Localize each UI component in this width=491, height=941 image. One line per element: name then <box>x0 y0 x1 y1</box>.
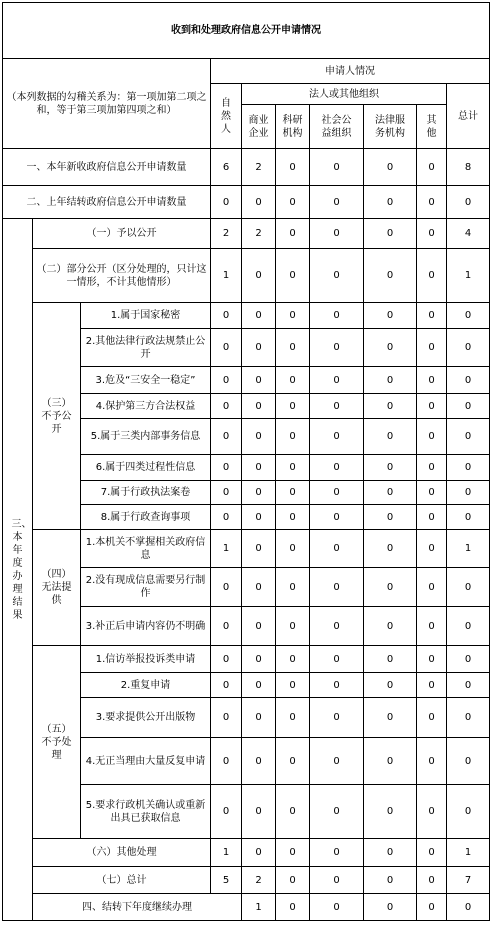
cell-value: 0 <box>417 329 447 367</box>
cell-value: 0 <box>417 894 447 921</box>
cell-value: 5 <box>211 867 242 894</box>
cell-value: 0 <box>364 249 417 303</box>
row-label: 5.要求行政机关确认或重新出具已获取信息 <box>81 785 211 839</box>
cell-value: 0 <box>242 530 276 568</box>
row-label: 2.其他法律行政法规禁止公开 <box>81 329 211 367</box>
cell-value: 0 <box>310 505 364 530</box>
cell-value: 0 <box>310 367 364 394</box>
cell-value: 0 <box>417 839 447 867</box>
cell-value: 0 <box>417 673 447 698</box>
cell-value: 0 <box>417 303 447 329</box>
cell-value: 0 <box>211 738 242 785</box>
cell-value: 0 <box>276 698 310 738</box>
legal-group-header: 法人或其他组织 <box>242 84 447 105</box>
row-label: 6.属于四类过程性信息 <box>81 455 211 481</box>
cell-value: 0 <box>276 894 310 921</box>
cell-value: 0 <box>310 673 364 698</box>
cell-value: 0 <box>447 186 490 219</box>
cell-value: 0 <box>211 785 242 839</box>
cell-value: 0 <box>364 698 417 738</box>
row-label: 2.没有现成信息需要另行制作 <box>81 568 211 607</box>
cell-value: 0 <box>276 646 310 673</box>
cell-value: 0 <box>310 149 364 186</box>
cell-value: 0 <box>417 698 447 738</box>
row-label: （二）部分公开（区分处理的，只计这一情形，不计其他情形） <box>33 249 211 303</box>
cell-value: 0 <box>447 607 490 646</box>
cell-value: 0 <box>364 455 417 481</box>
cell-value: 1 <box>447 530 490 568</box>
cell-value: 2 <box>211 219 242 249</box>
cell-value: 0 <box>310 249 364 303</box>
cell-value: 0 <box>211 673 242 698</box>
row-label: 2.重复申请 <box>81 673 211 698</box>
cell-value: 0 <box>276 219 310 249</box>
cell-value: 0 <box>364 785 417 839</box>
cell-value: 0 <box>211 419 242 455</box>
cell-value: 0 <box>310 785 364 839</box>
cell-value: 0 <box>364 839 417 867</box>
row-label: 3.要求提供公开出版物 <box>81 698 211 738</box>
cell-value: 0 <box>364 530 417 568</box>
cell-value: 0 <box>447 894 490 921</box>
cell-value: 2 <box>242 149 276 186</box>
cell-value: 0 <box>276 481 310 505</box>
cell-value: 0 <box>364 367 417 394</box>
cell-value: 0 <box>211 394 242 419</box>
cell-value: 0 <box>310 530 364 568</box>
cell-value: 0 <box>310 698 364 738</box>
row-label: 4.无正当理由大量反复申请 <box>81 738 211 785</box>
cell-value: 0 <box>310 303 364 329</box>
cell-value: 0 <box>242 419 276 455</box>
cell-value: 0 <box>447 646 490 673</box>
total-header: 总计 <box>447 84 490 149</box>
cell-value: 0 <box>364 505 417 530</box>
cell-value: 0 <box>276 568 310 607</box>
row-label: （六）其他处理 <box>33 839 211 867</box>
cell-value: 0 <box>310 738 364 785</box>
cell-value: 0 <box>211 505 242 530</box>
cell-value: 0 <box>364 738 417 785</box>
cell-value: 0 <box>276 867 310 894</box>
row-label: 1.信访举报投诉类申请 <box>81 646 211 673</box>
cell-value: 0 <box>447 481 490 505</box>
cell-value: 0 <box>417 568 447 607</box>
col-header: 其他 <box>417 105 447 149</box>
cell-value: 0 <box>242 673 276 698</box>
table-title: 收到和处理政府信息公开申请情况 <box>3 3 490 59</box>
cell-value: 4 <box>447 219 490 249</box>
row-label: 7.属于行政执法案卷 <box>81 481 211 505</box>
cell-value: 0 <box>417 219 447 249</box>
cell-value: 0 <box>447 505 490 530</box>
row-label: 5.属于三类内部事务信息 <box>81 419 211 455</box>
cell-value: 0 <box>417 367 447 394</box>
cell-value: 0 <box>364 894 417 921</box>
info-disclosure-table <box>2 2 490 921</box>
cell-value: 0 <box>310 894 364 921</box>
cell-value: 0 <box>447 367 490 394</box>
cell-value: 0 <box>310 867 364 894</box>
cell-value: 0 <box>276 303 310 329</box>
cell-value: 0 <box>211 646 242 673</box>
row-label: 3.补正后申请内容仍不明确 <box>81 607 211 646</box>
col-header: 社会公益组织 <box>310 105 364 149</box>
cell-value: 0 <box>310 646 364 673</box>
cell-value: 0 <box>364 419 417 455</box>
row-label: 4.保护第三方合法权益 <box>81 394 211 419</box>
cell-value: 0 <box>276 419 310 455</box>
cell-value: 0 <box>242 455 276 481</box>
table-note: （本列数据的勾稽关系为：第一项加第二项之和，等于第三项加第四项之和） <box>3 59 211 149</box>
cell-value: 8 <box>447 149 490 186</box>
cell-value: 0 <box>310 568 364 607</box>
cell-value: 0 <box>310 219 364 249</box>
cell-value: 2 <box>242 867 276 894</box>
cell-value: 0 <box>447 455 490 481</box>
natural-person-header: 自然人 <box>211 84 242 149</box>
row-label: 1.属于国家秘密 <box>81 303 211 329</box>
row-label: 二、上年结转政府信息公开申请数量 <box>3 186 211 219</box>
col-header: 商业企业 <box>242 105 276 149</box>
cell-value: 0 <box>211 568 242 607</box>
cell-value: 0 <box>447 419 490 455</box>
cell-value: 0 <box>276 530 310 568</box>
row-label: 8.属于行政查询事项 <box>81 505 211 530</box>
cell-value: 0 <box>242 481 276 505</box>
cell-value: 0 <box>211 367 242 394</box>
cell-value: 0 <box>417 481 447 505</box>
cell-value: 0 <box>417 394 447 419</box>
group-label: （五）不予处理 <box>33 646 81 839</box>
cell-value: 0 <box>242 303 276 329</box>
cell-value: 0 <box>211 186 242 219</box>
cell-value: 0 <box>211 455 242 481</box>
cell-value: 0 <box>242 646 276 673</box>
cell-value: 0 <box>211 303 242 329</box>
col-header: 法律服务机构 <box>364 105 417 149</box>
cell-value: 0 <box>276 738 310 785</box>
row-label: 一、本年新收政府信息公开申请数量 <box>3 149 211 186</box>
cell-value: 0 <box>310 394 364 419</box>
group-label: （四）无法提供 <box>33 530 81 646</box>
cell-value: 0 <box>276 785 310 839</box>
cell-value: 0 <box>417 738 447 785</box>
cell-value: 0 <box>364 329 417 367</box>
applicant-header: 申请人情况 <box>211 59 490 84</box>
cell-value: 0 <box>242 738 276 785</box>
cell-value: 1 <box>447 249 490 303</box>
cell-value: 7 <box>447 867 490 894</box>
cell-value: 0 <box>417 419 447 455</box>
cell-value: 0 <box>364 303 417 329</box>
cell-value: 0 <box>417 149 447 186</box>
cell-value: 1 <box>447 839 490 867</box>
cell-value: 1 <box>242 894 276 921</box>
cell-value: 0 <box>364 149 417 186</box>
cell-value: 0 <box>310 607 364 646</box>
cell-value: 0 <box>276 329 310 367</box>
cell-value: 0 <box>364 186 417 219</box>
cell-value: 0 <box>364 481 417 505</box>
cell-value: 0 <box>447 394 490 419</box>
cell-value: 0 <box>417 646 447 673</box>
cell-value: 0 <box>276 673 310 698</box>
cell-value: 0 <box>447 329 490 367</box>
cell-value: 0 <box>310 186 364 219</box>
cell-value: 0 <box>364 646 417 673</box>
cell-value: 0 <box>242 505 276 530</box>
cell-value: 0 <box>310 455 364 481</box>
cell-value: 0 <box>364 219 417 249</box>
cell-value: 0 <box>417 607 447 646</box>
row-label: 3.危及“三安全一稳定” <box>81 367 211 394</box>
cell-value: 0 <box>276 839 310 867</box>
cell-value: 0 <box>242 249 276 303</box>
cell-value: 2 <box>242 219 276 249</box>
cell-value: 0 <box>310 481 364 505</box>
group-label: （三）不予公开 <box>33 303 81 530</box>
cell-value: 1 <box>211 530 242 568</box>
cell-value: 1 <box>211 839 242 867</box>
cell-value: 0 <box>364 867 417 894</box>
cell-value: 0 <box>211 481 242 505</box>
cell-value: 0 <box>211 607 242 646</box>
cell-value: 0 <box>417 455 447 481</box>
col-header: 科研机构 <box>276 105 310 149</box>
cell-value: 6 <box>211 149 242 186</box>
cell-value: 0 <box>364 568 417 607</box>
cell-value: 0 <box>276 455 310 481</box>
cell-value: 0 <box>276 249 310 303</box>
cell-value: 0 <box>310 839 364 867</box>
cell-value: 0 <box>242 394 276 419</box>
cell-value: 0 <box>242 607 276 646</box>
cell-value: 0 <box>242 186 276 219</box>
row-label: （七）总计 <box>33 867 211 894</box>
cell-value: 0 <box>242 568 276 607</box>
cell-value: 0 <box>447 738 490 785</box>
cell-value: 0 <box>242 839 276 867</box>
row-label: （一）予以公开 <box>33 219 211 249</box>
cell-value: 0 <box>211 698 242 738</box>
cell-value: 0 <box>242 329 276 367</box>
cell-value: 0 <box>417 249 447 303</box>
cell-value: 1 <box>211 249 242 303</box>
cell-value: 0 <box>447 785 490 839</box>
cell-value: 0 <box>276 607 310 646</box>
cell-value: 0 <box>276 367 310 394</box>
cell-value: 0 <box>276 394 310 419</box>
cell-value: 0 <box>211 329 242 367</box>
cell-value: 0 <box>417 530 447 568</box>
cell-value: 0 <box>417 867 447 894</box>
cell-value: 0 <box>276 186 310 219</box>
cell-value: 0 <box>417 785 447 839</box>
cell-value: 0 <box>276 505 310 530</box>
cell-value: 0 <box>310 419 364 455</box>
cell-value: 0 <box>310 329 364 367</box>
section-3-label: 三、本年度办理结果 <box>3 219 33 921</box>
cell-value: 0 <box>242 698 276 738</box>
cell-value: 0 <box>364 673 417 698</box>
row-label: 1.本机关不掌握相关政府信息 <box>81 530 211 568</box>
cell-value: 0 <box>276 149 310 186</box>
cell-value: 0 <box>447 673 490 698</box>
cell-value: 0 <box>364 607 417 646</box>
cell-value: 0 <box>447 303 490 329</box>
cell-value: 0 <box>417 186 447 219</box>
cell-value: 0 <box>242 785 276 839</box>
cell-value: 0 <box>447 698 490 738</box>
cell-value: 0 <box>447 568 490 607</box>
cell-value: 0 <box>242 367 276 394</box>
cell-value: 0 <box>417 505 447 530</box>
cell-value: 0 <box>364 394 417 419</box>
row-label: 四、结转下年度继续办理 <box>33 894 242 921</box>
